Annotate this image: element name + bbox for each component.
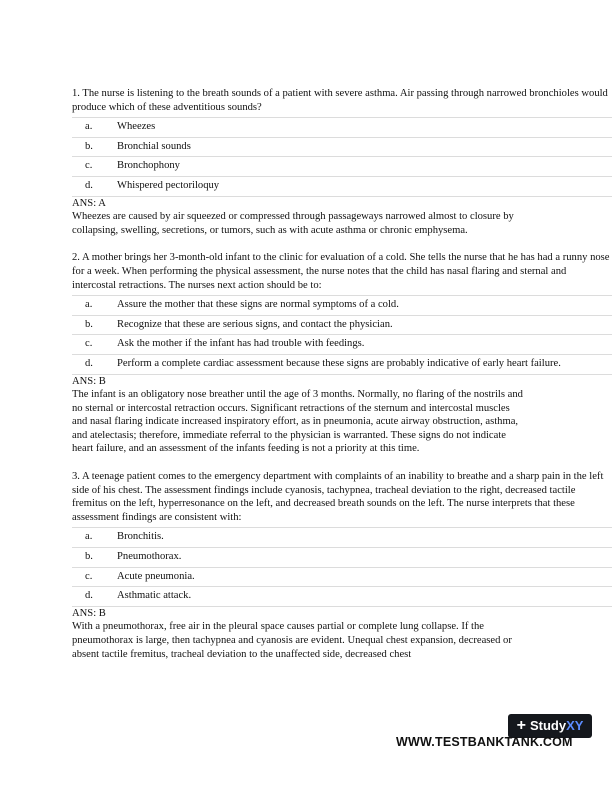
option-text: Whispered pectoriloquy [117, 179, 220, 191]
option-row [72, 296, 612, 316]
option-row [72, 528, 612, 548]
option-letter: a. [85, 121, 93, 133]
answer-key: ANS: B [72, 607, 106, 619]
option-letter: c. [85, 338, 93, 350]
badge-brand-accent: XY [566, 718, 584, 734]
option-text: Recognize that these are serious signs, and contact the physician. [117, 318, 393, 330]
rationale-text: With a pneumothorax, free air in the pleural space causes partial or complete lung collapse. If the pneumothorax is large, then tachypnea and cyanosis are evident. Unequal chest expansion, decreased or absent tactile fremitus, tracheal deviation to the unaffected side, decreased chest [72, 621, 512, 660]
option-letter: b. [85, 551, 93, 563]
option-text: Bronchial sounds [117, 140, 191, 152]
option-row [72, 335, 612, 355]
answer-key: ANS: B [72, 375, 106, 387]
rationale-text: Wheezes are caused by air squeezed or compressed through passageways narrowed almost to closure by collapsing, swelling, secretions, or tumors, such as with acute asthma or chronic emphysema. [72, 211, 514, 236]
option-text: Ask the mother if the infant has had trouble with feedings. [117, 338, 365, 350]
option-text: Acute pneumonia. [117, 570, 195, 582]
option-text: Perform a complete cardiac assessment because these signs are probably indicative of early heart failure. [117, 357, 561, 369]
question-text: 2. A mother brings her 3-month-old infant to the clinic for evaluation of a cold. She tells the nurse that he has had a runny nose for a week. When performing the physical assessment, the nurse notes that the child has nasal flaring and sternal and intercostal retractions. The nurses next action should be to: [72, 252, 610, 291]
option-text: Assure the mother that these signs are normal symptoms of a cold. [117, 299, 399, 311]
option-text: Pneumothorax. [117, 551, 182, 563]
option-letter: a. [85, 299, 93, 311]
option-letter: d. [85, 357, 93, 369]
option-row [72, 548, 612, 568]
question-block-2 [72, 251, 612, 456]
option-letter: b. [85, 140, 93, 152]
question-text: 1. The nurse is listening to the breath sounds of a patient with severe asthma. Air passing through narrowed bronchioles would produce which of these adventitious sounds? [72, 88, 608, 113]
answer-key: ANS: A [72, 197, 106, 209]
option-row [72, 118, 612, 138]
option-letter: c. [85, 160, 93, 172]
option-letter: d. [85, 179, 93, 191]
option-row [72, 157, 612, 177]
document-body [72, 87, 612, 661]
option-letter: d. [85, 590, 93, 602]
plus-icon: + [516, 717, 526, 734]
option-letter: c. [85, 570, 93, 582]
option-row [72, 567, 612, 587]
options-table [72, 527, 612, 606]
options-table [72, 295, 612, 374]
option-row [72, 176, 612, 196]
footer-site-link[interactable]: WWW.TESTBANKTANK.COM [396, 735, 573, 749]
options-table [72, 117, 612, 196]
badge-brand [530, 719, 583, 733]
rationale-text: The infant is an obligatory nose breather until the age of 3 months. Normally, no flaring of the nostrils and no sternal or intercostal retraction occurs. Significant retractions of the sternum and intercostal muscles and nasal flaring indicate increased inspiratory effort, as in pneumonia, acute airway obstruction, asthma, and atelectasis; therefore, immediate referral to the physician is warranted. These signs do not indicate heart failure, and an assessment of the infants feeding is not a priority at this time. [72, 389, 523, 455]
option-text: Asthmatic attack. [117, 590, 192, 602]
option-row [72, 587, 612, 607]
option-text: Bronchitis. [117, 531, 164, 543]
option-text: Wheezes [117, 121, 156, 133]
option-letter: b. [85, 318, 93, 330]
question-text: 3. A teenage patient comes to the emergency department with complaints of an inability to breathe and a sharp pain in the left side of his chest. The assessment findings include cyanosis, tachypnea, tracheal deviation to the right, decreased tactile fremitus on the left, hyperresonance on the left, and decreased breath sounds on the left. The nurse interprets that these assessment findings are consistent with: [72, 471, 604, 523]
badge-brand-main: Study [529, 718, 567, 734]
option-row [72, 315, 612, 335]
option-row [72, 354, 612, 374]
option-row [72, 137, 612, 157]
option-text: Bronchophony [117, 160, 180, 172]
question-block-3 [72, 470, 612, 661]
question-block-1 [72, 87, 612, 237]
option-letter: a. [85, 531, 93, 543]
